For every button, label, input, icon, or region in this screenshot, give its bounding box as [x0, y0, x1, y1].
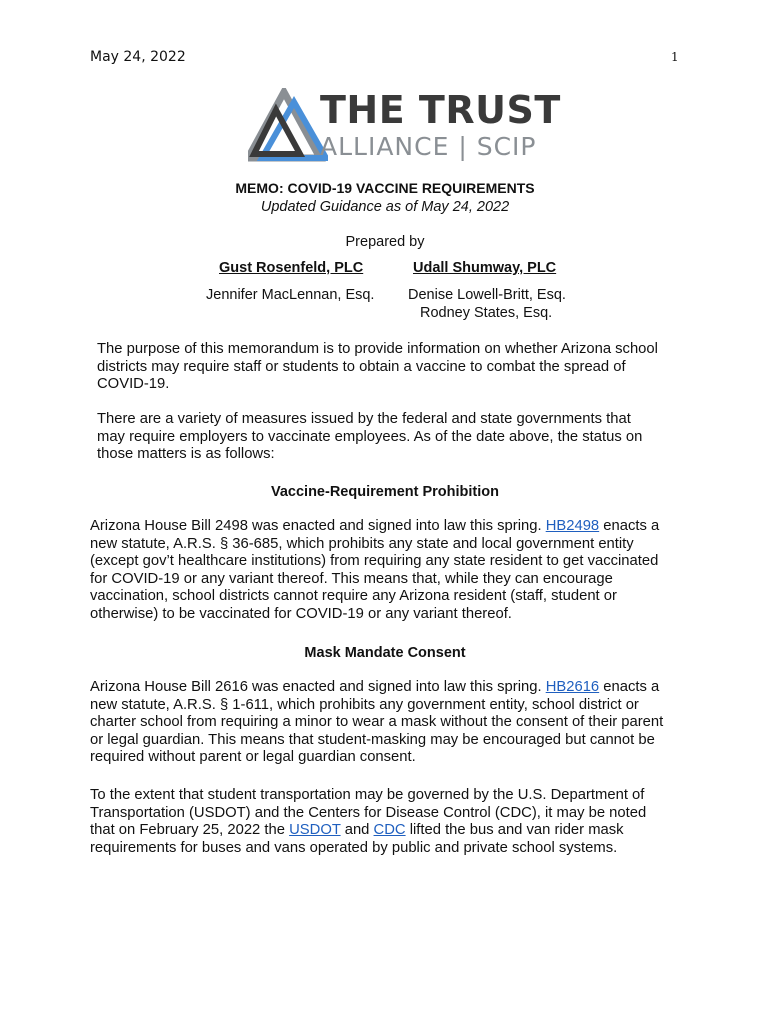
paragraph-line: may require employers to vaccinate employees. As of the date above, the status on — [97, 428, 643, 445]
text-run: lifted the bus and van rider mask — [405, 822, 624, 838]
paragraph-line: or legal guardian. This means that student-masking may be encouraged but cannot be — [90, 731, 655, 748]
paragraph-line — [90, 518, 659, 536]
usdot-link[interactable]: USDOT — [289, 822, 341, 838]
text-run: and — [340, 822, 374, 838]
paragraph-line: those matters is as follows: — [97, 446, 275, 462]
paragraph-line: (except gov’t healthcare institutions) from requiring any state resident to get vaccinated — [90, 553, 659, 569]
paragraph-line: vaccination, school districts cannot require any Arizona resident (staff, student or — [90, 588, 617, 604]
prepared-by: Prepared by — [345, 234, 425, 250]
paragraph-line: To the extent that student transportation may be governed by the U.S. Department of — [90, 787, 645, 803]
memo-subtitle: Updated Guidance as of May 24, 2022 — [260, 199, 510, 215]
firm-name-udall: Udall Shumway, PLC — [413, 260, 557, 276]
logo-subtitle: ALLIANCE | SCIP — [320, 132, 537, 161]
section-heading-mask: Mask Mandate Consent — [304, 645, 466, 661]
header-date: May 24, 2022 — [90, 49, 186, 65]
attorney-name: Rodney States, Esq. — [420, 305, 553, 321]
paragraph-line: districts may require staff or students to obtain a vaccine to combat the spread of — [97, 358, 626, 375]
paragraph-line: charter school from requiring a minor to wear a mask without the consent of their parent — [90, 714, 664, 730]
logo-title: THE TRUST — [320, 88, 561, 132]
transport-paragraph — [90, 787, 646, 857]
mask-paragraph — [90, 679, 663, 767]
paragraph-line: There are a variety of measures issued by the federal and state governments that — [97, 411, 631, 427]
section-heading-vaccine: Vaccine-Requirement Prohibition — [270, 484, 499, 500]
paragraph-line — [90, 679, 663, 697]
page-number: 1 — [671, 50, 679, 64]
text-run: Arizona House Bill 2616 was enacted and signed into law this spring. — [90, 679, 546, 695]
firm-name-gust: Gust Rosenfeld, PLC — [219, 260, 364, 276]
paragraph-line: new statute, A.R.S. § 1-611, which prohibits any government entity, school district or — [90, 696, 639, 713]
logo — [248, 88, 561, 164]
attorney-name: Jennifer MacLennan, Esq. — [206, 287, 375, 303]
cdc-link[interactable]: CDC — [373, 822, 406, 838]
text-run: that on February 25, 2022 the — [90, 822, 290, 838]
text-run: enacts a — [599, 679, 660, 695]
paragraph-line: Transportation (USDOT) and the Centers for Disease Control (CDC), it may be noted — [90, 804, 647, 821]
hb2498-link[interactable]: HB2498 — [545, 518, 600, 534]
paragraph-line: required without parent or legal guardian consent. — [90, 749, 416, 765]
logo-triangle-icon — [248, 88, 328, 164]
paragraph-line — [90, 822, 646, 840]
paragraph-line: otherwise) to be vaccinated for COVID-19 or any variant thereof. — [90, 605, 512, 622]
purpose-paragraph — [97, 341, 658, 394]
text-run: enacts a — [599, 518, 660, 534]
vaccine-paragraph — [90, 518, 659, 623]
hb2616-link[interactable]: HB2616 — [545, 679, 600, 695]
paragraph-line: for COVID-19 or any variant thereof. This means that, while they can encourage — [90, 570, 613, 587]
text-run: Arizona House Bill 2498 was enacted and signed into law this spring. — [90, 518, 546, 534]
memo-title: MEMO: COVID-19 VACCINE REQUIREMENTS — [235, 180, 535, 196]
paragraph-line: The purpose of this memorandum is to provide information on whether Arizona school — [97, 341, 658, 357]
attorney-name: Denise Lowell-Britt, Esq. — [408, 287, 566, 303]
measures-paragraph — [97, 411, 642, 464]
paragraph-line: requirements for buses and vans operated by public and private school systems. — [90, 839, 618, 856]
paragraph-line: new statute, A.R.S. § 36-685, which prohibits any state and local government entity — [90, 535, 634, 552]
paragraph-line: COVID-19. — [97, 376, 170, 392]
